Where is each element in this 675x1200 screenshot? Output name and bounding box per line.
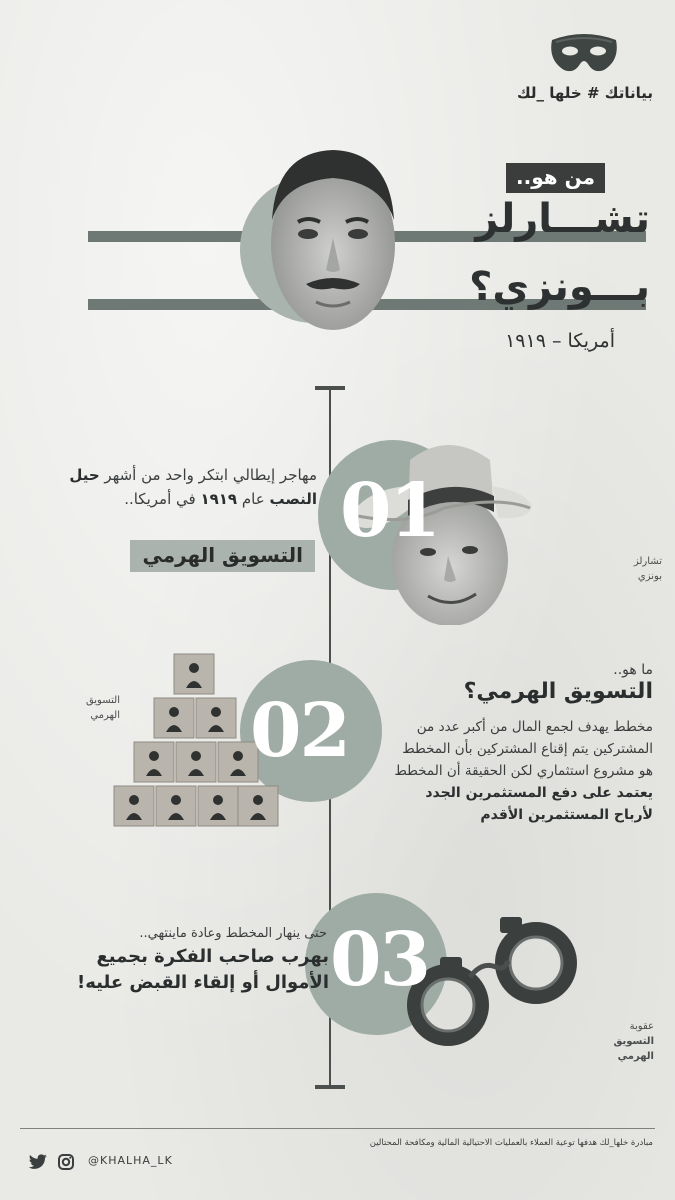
handcuffs-caption: [588, 1019, 654, 1064]
section3-kicker: حتى ينهار المخطط وعادة ماينتهي..: [139, 926, 327, 941]
caption-line: تشارلز: [633, 556, 662, 567]
hero-title-line2: بـــونزي؟: [469, 264, 650, 310]
caption-line: التسويق الهرمي: [613, 1036, 654, 1062]
section2-text: مخطط يهدف لجمع المال من أكبر عدد من المشتركين يتم إقناع المشتركين بأن المخطط هو مشروع استثماري لكن الحقيقة أن المخطط: [394, 719, 653, 779]
hero-title-line1: تشـــارلز: [475, 196, 650, 242]
section1-year: ١٩١٩: [200, 490, 238, 508]
hero-subtitle: أمريكا – ١٩١٩: [505, 330, 615, 352]
section1-text: عام: [237, 490, 270, 508]
section2-kicker: ما هو..: [613, 662, 653, 678]
timeline-tick: [315, 1085, 345, 1089]
social-handle[interactable]: @KHALHA_LK: [88, 1154, 173, 1167]
step-number: 01: [340, 468, 439, 554]
twitter-icon[interactable]: [28, 1154, 48, 1170]
pyramid-marketing-pill: التسويق الهرمي: [130, 540, 315, 572]
section1-text: في أمريكا..: [124, 490, 201, 508]
step-number: 02: [250, 688, 349, 774]
instagram-icon[interactable]: [58, 1154, 74, 1170]
section1-highlight: حيل النصب: [69, 466, 317, 508]
pyramid-caption: [60, 693, 120, 723]
brand-tagline: بياناتك # خلها _لك: [516, 84, 653, 102]
section2-title: التسويق الهرمي؟: [463, 679, 653, 704]
step-number: 03: [330, 917, 429, 1003]
section2-highlight: يعتمد على دفع المستثمرين الجدد لأرباح المستثمرين الأقدم: [425, 785, 653, 823]
mask-logo-icon: [548, 30, 620, 80]
portrait-charles-ponzi: [262, 142, 404, 338]
photo-caption: [602, 554, 662, 584]
section3-statement: بهرب صاحب الفكرة بجميع الأموال أو إلقاء القبض عليه!: [77, 946, 329, 993]
footer-note: مبادرة خلها_لك هدفها توعية العملاء بالعمليات الاحتيالية المالية ومكافحة المحتالين: [369, 1138, 653, 1148]
section2-description: [393, 716, 653, 826]
section1-description: [17, 463, 317, 511]
question-tag: من هو..: [506, 163, 605, 193]
caption-line: بونزي: [637, 571, 662, 582]
section1-text: مهاجر إيطالي ابتكر واحد من أشهر: [99, 466, 317, 484]
footer-divider: [20, 1128, 655, 1129]
caption-line: الهرمي: [90, 710, 120, 721]
caption-line: التسويق: [85, 695, 120, 706]
caption-line: عقوبة: [629, 1021, 654, 1032]
timeline-tick: [315, 386, 345, 390]
